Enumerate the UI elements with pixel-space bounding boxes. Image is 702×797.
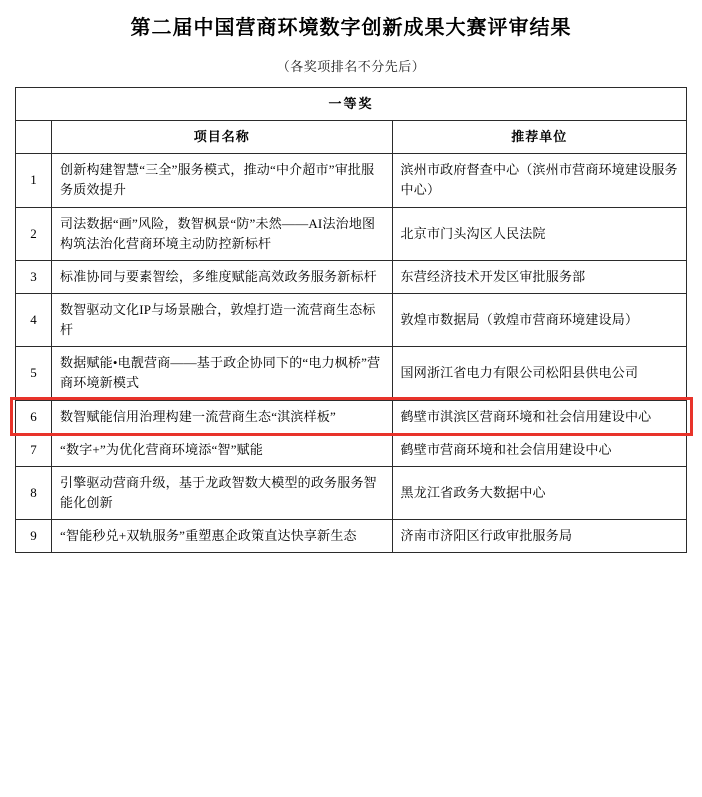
- results-table: [15, 87, 687, 553]
- column-header-index: [16, 121, 52, 154]
- row-index: 1: [16, 154, 52, 207]
- table-row: [16, 207, 687, 260]
- row-recommending-unit: 敦煌市数据局（敦煌市营商环境建设局）: [392, 293, 686, 346]
- row-project-name: 数智驱动文化IP与场景融合，敦煌打造一流营商生态标杆: [52, 293, 393, 346]
- table-row: [16, 433, 687, 466]
- row-recommending-unit: 鹤壁市淇滨区营商环境和社会信用建设中心: [392, 400, 686, 433]
- column-header-recommending-unit: 推荐单位: [392, 121, 686, 154]
- row-project-name: 司法数据“画”风险，数智枫景“防”未然——AI法治地图构筑法治化营商环境主动防控新标杆: [52, 207, 393, 260]
- page-subtitle: （各奖项排名不分先后）: [276, 59, 426, 74]
- row-project-name: “数字+”为优化营商环境添“智”赋能: [52, 433, 393, 466]
- table-row-highlighted: [16, 400, 687, 433]
- row-project-name: 数据赋能•电靓营商——基于政企协同下的“电力枫桥”营商环境新模式: [52, 347, 393, 400]
- award-section-row: [16, 88, 687, 121]
- row-index: 7: [16, 433, 52, 466]
- row-index: 9: [16, 520, 52, 553]
- table-header-row: [16, 121, 687, 154]
- table-row: [16, 347, 687, 400]
- row-index: 8: [16, 466, 52, 519]
- row-recommending-unit: 黑龙江省政务大数据中心: [392, 466, 686, 519]
- row-recommending-unit: 济南市济阳区行政审批服务局: [392, 520, 686, 553]
- row-recommending-unit: 国网浙江省电力有限公司松阳县供电公司: [392, 347, 686, 400]
- row-recommending-unit: 鹤壁市营商环境和社会信用建设中心: [392, 433, 686, 466]
- table-row: [16, 466, 687, 519]
- row-recommending-unit: 滨州市政府督查中心（滨州市营商环境建设服务中心）: [392, 154, 686, 207]
- table-row: [16, 260, 687, 293]
- row-index: 3: [16, 260, 52, 293]
- table-row: [16, 154, 687, 207]
- row-index: 4: [16, 293, 52, 346]
- row-project-name: “智能秒兑+双轨服务”重塑惠企政策直达快享新生态: [52, 520, 393, 553]
- table-row: [16, 520, 687, 553]
- table-body: [16, 88, 687, 553]
- row-project-name: 数智赋能信用治理构建一流营商生态“淇滨样板”: [52, 400, 393, 433]
- table-row: [16, 293, 687, 346]
- page-title: 第二届中国营商环境数字创新成果大赛评审结果: [130, 17, 572, 39]
- column-header-project-name: 项目名称: [52, 121, 393, 154]
- row-index: 6: [16, 400, 52, 433]
- row-project-name: 创新构建智慧“三全”服务模式，推动“中介超市”审批服务质效提升: [52, 154, 393, 207]
- row-recommending-unit: 东营经济技术开发区审批服务部: [392, 260, 686, 293]
- row-project-name: 标准协同与要素智绘，多维度赋能高效政务服务新标杆: [52, 260, 393, 293]
- row-index: 2: [16, 207, 52, 260]
- row-index: 5: [16, 347, 52, 400]
- award-section-label: 一等奖: [16, 88, 687, 121]
- row-recommending-unit: 北京市门头沟区人民法院: [392, 207, 686, 260]
- row-project-name: 引擎驱动营商升级，基于龙政智数大模型的政务服务智能化创新: [52, 466, 393, 519]
